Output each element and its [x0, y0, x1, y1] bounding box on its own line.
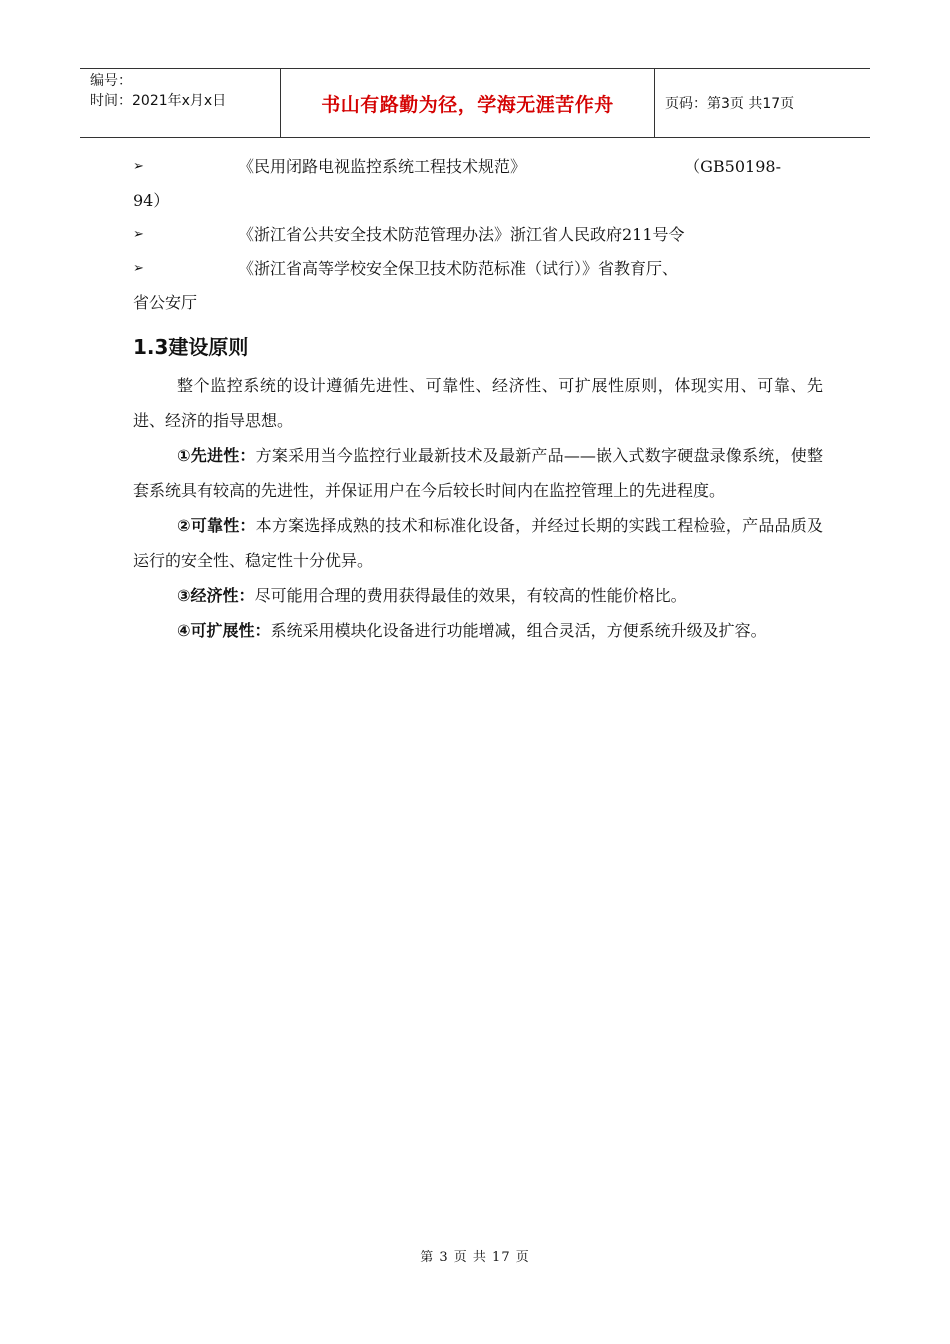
document-body [133, 150, 823, 648]
arrow-bullet-icon: ➢ [133, 159, 144, 174]
principle-text: 方案采用当今监控行业最新技术及最新产品——嵌入式数字硬盘录像系统，使整套系统具有较高的先进性，并保证用户在今后较长时间内在监控管理上的先进程度。 [133, 446, 823, 500]
principle-label: ②可靠性： [177, 516, 256, 535]
principle-text: 本方案选择成熟的技术和标准化设备，并经过长期的实践工程检验，产品品质及运行的安全性、稳定性十分优异。 [133, 516, 823, 570]
principle-label: ①先进性： [177, 446, 256, 465]
serial-label: 编号： [90, 73, 132, 89]
page-footer: 第 3 页 共 17 页 [420, 1250, 530, 1265]
page-header [80, 68, 870, 138]
header-motto: 书山有路勤为径，学海无涯苦作舟 [281, 69, 655, 137]
principle-paragraph [133, 613, 823, 648]
reference-list [133, 150, 823, 320]
principle-paragraph [133, 438, 823, 508]
reference-item [133, 150, 823, 184]
principle-label: ③经济性： [177, 586, 255, 605]
section-intro: 整个监控系统的设计遵循先进性、可靠性、经济性、可扩展性原则，体现实用、可靠、先进、经济的指导思想。 [133, 376, 823, 430]
date-label: 时间：2021年x月x日 [90, 93, 227, 109]
reference-continuation: 省公安厅 [133, 293, 198, 312]
reference-text: 《浙江省高等学校安全保卫技术防范标准（试行）》省教育厅、 [238, 259, 679, 278]
principle-label: ④可扩展性： [177, 621, 271, 640]
principle-text: 尽可能用合理的费用获得最佳的效果，有较高的性能价格比。 [254, 586, 687, 605]
reference-text: 《民用闭路电视监控系统工程技术规范》 [238, 157, 527, 176]
header-page-label: 页码：第3页 共17页 [665, 96, 795, 112]
reference-text: 《浙江省公共安全技术防范管理办法》浙江省人民政府211号令 [238, 225, 685, 244]
arrow-bullet-icon: ➢ [133, 227, 144, 242]
reference-code: （GB50198- [684, 157, 781, 176]
reference-item [133, 252, 823, 286]
section-title: 1.3建设原则 [133, 335, 249, 359]
reference-continuation: 94） [133, 191, 170, 210]
arrow-bullet-icon: ➢ [133, 261, 144, 276]
header-meta [80, 69, 281, 137]
reference-item [133, 218, 823, 252]
principle-paragraph [133, 578, 823, 613]
principle-text: 系统采用模块化设备进行功能增减，组合灵活，方便系统升级及扩容。 [270, 621, 767, 640]
principle-paragraph [133, 508, 823, 578]
